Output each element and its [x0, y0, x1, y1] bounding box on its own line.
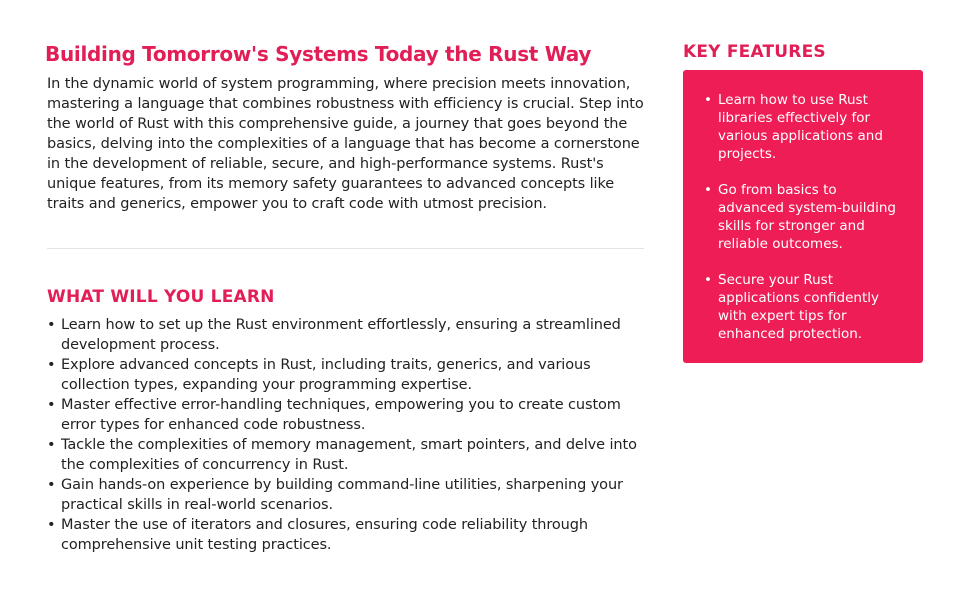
- feature-item: [704, 91, 903, 163]
- feature-item-text: Secure your Rust applications confidently with expert tips for enhanced protection.: [718, 272, 879, 342]
- learn-item-text: Master effective error-handling techniques, empowering you to create custom error types for enhanced code robustness.: [61, 397, 621, 433]
- key-features-sidebar: [683, 40, 923, 363]
- bullet-icon: •: [47, 477, 56, 493]
- learn-item: [47, 315, 647, 355]
- learn-item-text: Master the use of iterators and closures, ensuring code reliability through comprehensive unit testing practices.: [61, 517, 588, 553]
- feature-item-text: Learn how to use Rust libraries effectively for various applications and projects.: [718, 92, 883, 162]
- feature-item-text: Go from basics to advanced system-building skills for stronger and reliable outcomes.: [718, 182, 896, 252]
- feature-item: [704, 271, 903, 343]
- bullet-icon: •: [704, 272, 712, 288]
- learn-item-text: Gain hands-on experience by building command-line utilities, sharpening your practical skills in real-world scenarios.: [61, 477, 623, 513]
- section-divider: [47, 248, 644, 249]
- learn-item: [47, 515, 647, 555]
- learn-item-text: Learn how to set up the Rust environment effortlessly, ensuring a streamlined development process.: [61, 317, 621, 353]
- learn-item-text: Explore advanced concepts in Rust, including traits, generics, and various collection types, expanding your programming expertise.: [61, 357, 591, 393]
- learn-heading: WHAT WILL YOU LEARN: [47, 287, 275, 307]
- bullet-icon: •: [704, 182, 712, 198]
- learn-item: [47, 435, 647, 475]
- bullet-icon: •: [47, 517, 56, 533]
- bullet-icon: •: [47, 317, 56, 333]
- learn-item-text: Tackle the complexities of memory management, smart pointers, and delve into the complexities of concurrency in Rust.: [61, 437, 637, 473]
- feature-item: [704, 181, 903, 253]
- learn-item: [47, 395, 647, 435]
- key-features-box: [683, 70, 923, 363]
- features-list: [704, 91, 903, 343]
- intro-paragraph: In the dynamic world of system programming, where precision meets innovation, mastering a language that combines robustness with efficiency is crucial. Step into the world of Rust with this comprehensive guide, a journey that goes beyond the basics, delving into the complexities of a language that has become a cornerstone in the development of reliable, secure, and high-performance systems. Rust's unique features, from its memory safety guarantees to advanced concepts like traits and generics, empower you to craft code with utmost precision.: [47, 76, 644, 212]
- learn-item: [47, 475, 647, 515]
- key-features-heading: KEY FEATURES: [683, 42, 826, 62]
- main-content: [47, 40, 647, 555]
- bullet-icon: •: [704, 92, 712, 108]
- bullet-icon: •: [47, 397, 56, 413]
- bullet-icon: •: [47, 437, 56, 453]
- learn-list: [47, 315, 647, 555]
- page-title: Building Tomorrow's Systems Today the Rust Way: [45, 42, 592, 66]
- bullet-icon: •: [47, 357, 56, 373]
- learn-item: [47, 355, 647, 395]
